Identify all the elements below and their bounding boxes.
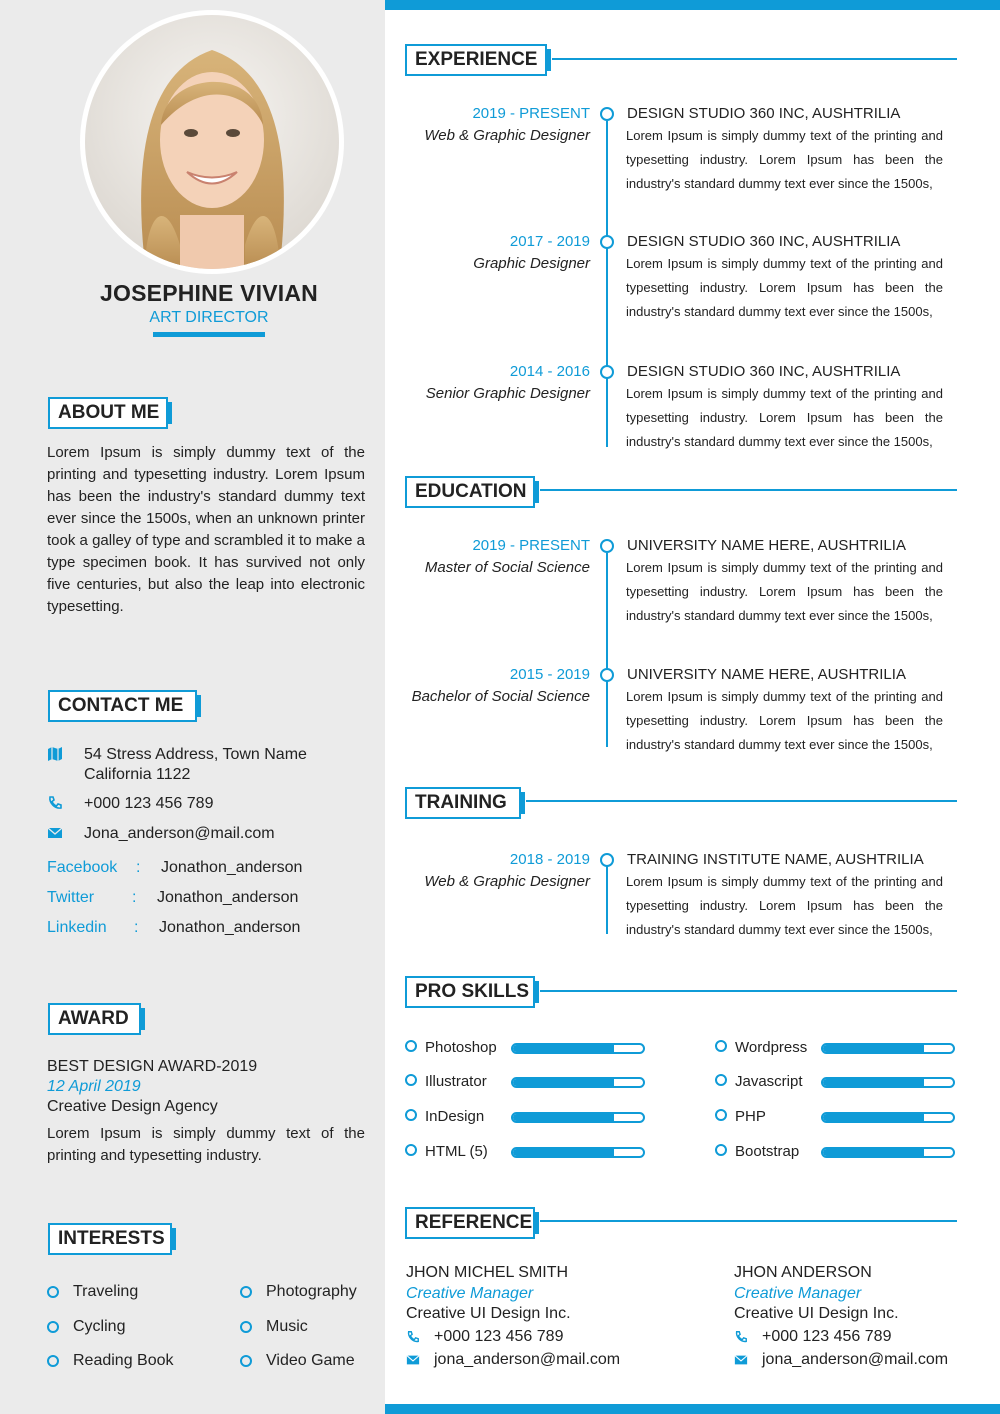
skill-bar-fill	[823, 1079, 924, 1086]
award-date: 12 April 2019	[47, 1078, 141, 1095]
skill-bar	[821, 1077, 955, 1088]
timeline-dot	[600, 107, 614, 121]
circle-icon	[47, 1355, 59, 1367]
envelope-icon	[406, 1353, 420, 1367]
training-date: 2018 - 2019	[509, 851, 590, 868]
education-desc: Lorem Ipsum is simply dummy text of the printing and typesetting industry. Lorem Ipsum has been the industry's standard dummy text ever since the 1500s,	[626, 560, 943, 623]
training-rule	[526, 800, 957, 802]
resume-page: JOSEPHINE VIVIAN ART DIRECTOR ABOUT ME Lorem Ipsum is simply dummy text of the printing and typesetting industry. Lorem Ipsum has been the industry's standard dummy text ever since the 1500s, when an unknown printer took a galley of type and scrambled it to make a type specimen book. It has survived not only five centuries, but also the leap into electronic typesetting. CONTACT ME 54 Stress Address, Town Name California 1122 +000 123 456 789 Jona_anderson@mail.com Facebook : Jonathon_anderson Twitter : Jonathon_anderson Linkedin : Jonathon_anderson AWARD BEST DESIGN AWARD-2019 12 April 2019 Creative Design Agency Lorem Ipsum is simply dummy text of the printing and typesetting industry. INTERESTS Traveling Photography Cycling Music Reading Book Video Game EXPERIENCE 2019 - PRESENT Web & Graphic Designer DESIGN STUDIO 360 INC, AUSHTRILIA Lorem Ipsum is simply dummy text of the printing and typesetting industry. Lorem Ipsum has been the industry's standard dummy text ever since the 1500s, 2017 - 2019 Graphic Designer DESIGN STUDIO 360 INC, AUSHTRILIA Lorem Ipsum is simply dummy text of the printing and typesetting industry. Lorem Ipsum has been the industry's standard dummy text ever since the 1500s, 2014 - 2016 Senior Graphic Designer DESIGN STUDIO 360 INC, AUSHTRILIA Lorem Ipsum is simply dummy text of the printing and typesetting industry. Lorem Ipsum has been the industry's standard dummy text ever since the 1500s, EDUCATION 2019 - PRESENT Master of Social Science UNIVERSITY NAME HERE, AUSHTRILIA Lorem Ipsum is simply dummy text of the printing and typesetting industry. Lorem Ipsum has been the industry's standard dummy text ever since the 1500s, 2015 - 2019 Bachelor of Social Science UNIVERSITY NAME HERE, AUSHTRILIA Lorem Ipsum is simply dummy text of the printing and typesetting industry. Lorem Ipsum has been the industry's standard dummy text ever since the 1500s, TRAINING 2018 - 2019 Web & Graphic Designer TRAINING INSTITUTE NAME, AUSHTRILIA Lorem Ipsum is simply dummy text of the printing and typesetting industry. Lorem Ipsum has been the industry's standard dummy text ever since the 1500s, PRO SKILLS Photoshop Wordpress Illustrator Javascript InDesign PHP HTML (5) Bootstrap REFERENCE JHON MICHEL SMITH Creative Manager Creative UI Design Inc. +000 123 456 789 jona_anderson@mail.com JHON ANDERSON Creative Manager Creative UI Design Inc. +000 123 456 789 jona_anderson@mail.com	[0, 0, 1000, 1414]
social-sep: :	[132, 889, 137, 906]
timeline-dot	[600, 668, 614, 682]
profile-title: ART DIRECTOR	[149, 309, 269, 326]
about-heading: ABOUT ME	[48, 397, 168, 429]
map-icon	[47, 746, 63, 762]
training-desc: Lorem Ipsum is simply dummy text of the printing and typesetting industry. Lorem Ipsum has been the industry's standard dummy text ever since the 1500s,	[626, 874, 943, 937]
social-value[interactable]: Jonathon_anderson	[159, 919, 301, 936]
phone-text: +000 123 456 789	[84, 795, 214, 812]
interests-heading: INTERESTS	[48, 1223, 172, 1255]
about-text: Lorem Ipsum is simply dummy text of the printing and typesetting industry. Lorem Ipsum has been the industry's standard dummy text ever since the 1500s, when an unknown printer took a galley of type and scrambled it to make a type specimen book. It has survived not only five centuries, but also the leap into electronic typesetting.	[47, 444, 365, 615]
skill-bar-fill	[823, 1114, 924, 1121]
experience-desc: Lorem Ipsum is simply dummy text of the printing and typesetting industry. Lorem Ipsum has been the industry's standard dummy text ever since the 1500s,	[626, 128, 943, 191]
experience-desc: Lorem Ipsum is simply dummy text of the printing and typesetting industry. Lorem Ipsum has been the industry's standard dummy text ever since the 1500s,	[626, 256, 943, 319]
social-sep: :	[136, 859, 141, 876]
timeline-dot	[600, 853, 614, 867]
skill-bar	[821, 1043, 955, 1054]
envelope-icon	[47, 825, 63, 841]
circle-icon	[240, 1355, 252, 1367]
phone-icon	[47, 795, 63, 811]
training-heading: TRAINING	[405, 787, 521, 819]
circle-icon	[715, 1109, 727, 1121]
contact-heading: CONTACT ME	[48, 690, 197, 722]
social-sep: :	[134, 919, 139, 936]
reference-email-text[interactable]: jona_anderson@mail.com	[762, 1351, 949, 1368]
bottom-accent-bar	[385, 1404, 1000, 1414]
circle-icon	[47, 1321, 59, 1333]
education-org: UNIVERSITY NAME HERE, AUSHTRILIA	[627, 666, 906, 683]
reference-name: JHON MICHEL SMITH	[406, 1264, 569, 1281]
award-name: BEST DESIGN AWARD-2019	[47, 1058, 258, 1075]
address-line-2: California 1122	[84, 766, 191, 783]
training-org: TRAINING INSTITUTE NAME, AUSHTRILIA	[627, 851, 924, 868]
reference-phone-text: +000 123 456 789	[762, 1328, 892, 1345]
profile-photo-image	[85, 15, 339, 269]
education-org: UNIVERSITY NAME HERE, AUSHTRILIA	[627, 537, 906, 554]
timeline-dot	[600, 365, 614, 379]
education-date: 2015 - 2019	[509, 666, 590, 683]
skill-bar-fill	[513, 1079, 614, 1086]
reference-name: JHON ANDERSON	[734, 1264, 872, 1281]
timeline-dot	[600, 235, 614, 249]
profile-name: JOSEPHINE VIVIAN	[100, 280, 318, 306]
reference-email-text[interactable]: jona_anderson@mail.com	[434, 1351, 621, 1368]
reference-role: Creative Manager	[734, 1285, 862, 1302]
skill-bar	[511, 1043, 645, 1054]
experience-role: Web & Graphic Designer	[424, 127, 590, 144]
experience-role: Graphic Designer	[473, 255, 590, 272]
skill-bar-fill	[513, 1149, 614, 1156]
timeline-dot	[600, 539, 614, 553]
circle-icon	[240, 1321, 252, 1333]
circle-icon	[405, 1040, 417, 1052]
reference-heading: REFERENCE	[405, 1207, 535, 1239]
skill-bar-fill	[513, 1114, 614, 1121]
phone-icon	[734, 1330, 748, 1344]
training-timeline	[606, 866, 608, 934]
circle-icon	[240, 1286, 252, 1298]
education-date: 2019 - PRESENT	[472, 537, 590, 554]
skill-bar	[821, 1112, 955, 1123]
skill-bar-fill	[513, 1045, 614, 1052]
social-label: Twitter	[47, 889, 95, 906]
skill-bar	[511, 1077, 645, 1088]
experience-rule	[552, 58, 957, 60]
skills-heading: PRO SKILLS	[405, 976, 535, 1008]
email-text[interactable]: Jona_anderson@mail.com	[84, 825, 275, 842]
experience-heading: EXPERIENCE	[405, 44, 547, 76]
experience-date: 2017 - 2019	[509, 233, 590, 250]
award-text: Lorem Ipsum is simply dummy text of the printing and typesetting industry.	[47, 1125, 365, 1164]
education-heading: EDUCATION	[405, 476, 535, 508]
top-accent-bar	[385, 0, 1000, 10]
envelope-icon	[734, 1353, 748, 1367]
circle-icon	[405, 1144, 417, 1156]
social-label: Linkedin	[47, 919, 107, 936]
reference-phone-text: +000 123 456 789	[434, 1328, 564, 1345]
circle-icon	[715, 1074, 727, 1086]
experience-org: DESIGN STUDIO 360 INC, AUSHTRILIA	[627, 233, 901, 250]
award-heading: AWARD	[48, 1003, 141, 1035]
skills-rule	[540, 990, 957, 992]
phone-icon	[406, 1330, 420, 1344]
experience-desc: Lorem Ipsum is simply dummy text of the printing and typesetting industry. Lorem Ipsum has been the industry's standard dummy text ever since the 1500s,	[626, 386, 943, 449]
profile-photo	[80, 10, 344, 274]
experience-date: 2014 - 2016	[509, 363, 590, 380]
reference-role: Creative Manager	[406, 1285, 534, 1302]
experience-role: Senior Graphic Designer	[425, 385, 590, 402]
address-line-1: 54 Stress Address, Town Name	[84, 746, 307, 763]
education-rule	[540, 489, 957, 491]
social-value[interactable]: Jonathon_anderson	[157, 889, 299, 906]
circle-icon	[405, 1074, 417, 1086]
skill-bar	[821, 1147, 955, 1158]
experience-org: DESIGN STUDIO 360 INC, AUSHTRILIA	[627, 363, 901, 380]
experience-date: 2019 - PRESENT	[472, 105, 590, 122]
reference-org: Creative UI Design Inc.	[734, 1305, 899, 1322]
circle-icon	[47, 1286, 59, 1298]
circle-icon	[405, 1109, 417, 1121]
skill-bar-fill	[823, 1149, 924, 1156]
circle-icon	[715, 1144, 727, 1156]
training-role: Web & Graphic Designer	[424, 873, 590, 890]
skill-bar	[511, 1112, 645, 1123]
education-role: Bachelor of Social Science	[411, 688, 590, 705]
reference-rule	[540, 1220, 957, 1222]
social-value[interactable]: Jonathon_anderson	[161, 859, 303, 876]
education-role: Master of Social Science	[424, 559, 590, 576]
experience-timeline	[606, 121, 608, 447]
experience-org: DESIGN STUDIO 360 INC, AUSHTRILIA	[627, 105, 901, 122]
education-desc: Lorem Ipsum is simply dummy text of the printing and typesetting industry. Lorem Ipsum has been the industry's standard dummy text ever since the 1500s,	[626, 689, 943, 752]
circle-icon	[715, 1040, 727, 1052]
skill-bar-fill	[823, 1045, 924, 1052]
reference-org: Creative UI Design Inc.	[406, 1305, 571, 1322]
education-timeline	[606, 553, 608, 747]
title-underline	[153, 332, 265, 337]
skill-bar	[511, 1147, 645, 1158]
social-label: Facebook	[47, 859, 118, 876]
award-org: Creative Design Agency	[47, 1098, 218, 1115]
